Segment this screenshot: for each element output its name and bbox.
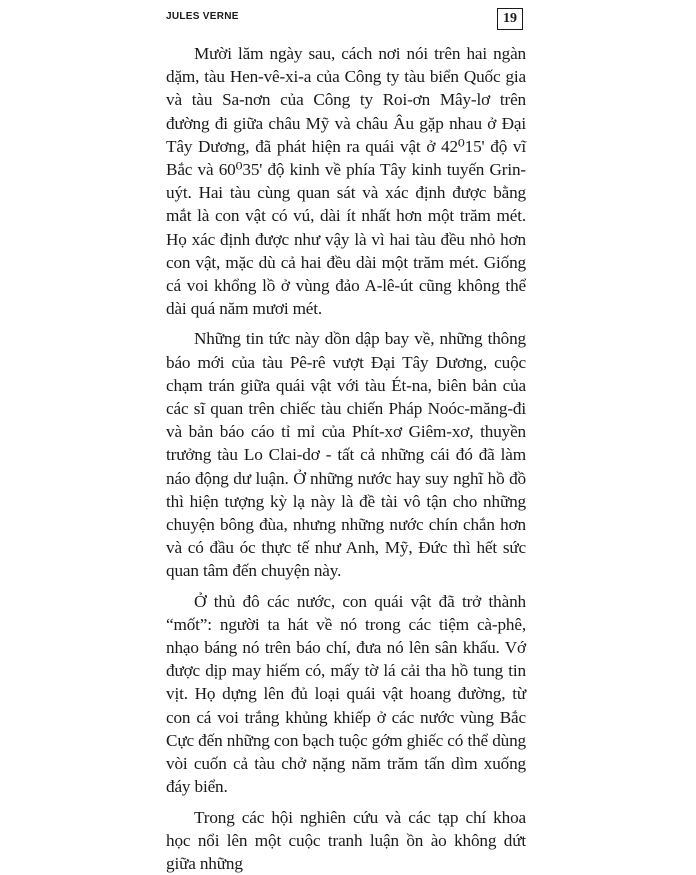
page-number: 19 <box>497 8 523 30</box>
paragraph-2: Những tin tức này dồn dập bay về, những thông báo mới của tàu Pê-rê vượt Đại Tây Dương, cuộc chạm trán giữa quái vật với tàu Ét-na, biên bản của các sĩ quan trên chiếc tàu chiến Pháp Noóc-măng-đi và bản báo cáo tỉ mỉ của Phít-xơ Giêm-xơ, thuyền trưởng tàu Lo Clai-dơ - tất cả những cái đó đã làm náo động dư luận. Ở những nước hay suy nghĩ hồ đồ thì hiện tượng kỳ lạ này là đề tài vô tận cho những chuyện bông đùa, nhưng những nước chín chắn hơn và có đầu óc thực tế như Anh, Mỹ, Đức thì hết sức quan tâm đến chuyện này. <box>166 327 526 582</box>
paragraph-4: Trong các hội nghiên cứu và các tạp chí khoa học nổi lên một cuộc tranh luận ồn ào không dứt giữa những <box>166 806 526 875</box>
paragraph-3: Ở thủ đô các nước, con quái vật đã trở thành “mốt”: người ta hát về nó trong các tiệm cà-phê, nhạo báng nó trên báo chí, đưa nó lên sân khấu. Vớ được dịp may hiếm có, mấy tờ lá cải tha hồ tung tin vịt. Họ dựng lên đủ loại quái vật hoang đường, từ con cá voi trắng khủng khiếp ở các nước vùng Bắc Cực đến những con bạch tuộc gớm ghiếc có thể dùng vòi cuốn cả tàu chở nặng năm trăm tấn dìm xuống đáy biển. <box>166 590 526 799</box>
running-head: JULES VERNE <box>166 11 239 22</box>
paragraph-1: Mười lăm ngày sau, cách nơi nói trên hai ngàn dặm, tàu Hen-vê-xi-a của Công ty tàu biển Quốc gia và tàu Sa-nơn của Công ty Roi-ơn Mây-lơ trên đường đi giữa châu Mỹ và châu Âu gặp nhau ở Đại Tây Dương, đã phát hiện ra quái vật ở 42⁰15' độ vĩ Bắc và 60⁰35' độ kinh về phía Tây kinh tuyến Grin-uýt. Hai tàu cùng quan sát và xác định được bằng mắt là con vật có vú, dài ít nhất hơn một trăm mét. Họ xác định được như vậy là vì hai tàu đều nhỏ hơn con vật, mặc dù cả hai đều dài một trăm mét. Giống cá voi khổng lồ ở vùng đảo A-lê-út cũng không thể dài quá năm mươi mét. <box>166 42 526 320</box>
body-text <box>166 42 526 875</box>
